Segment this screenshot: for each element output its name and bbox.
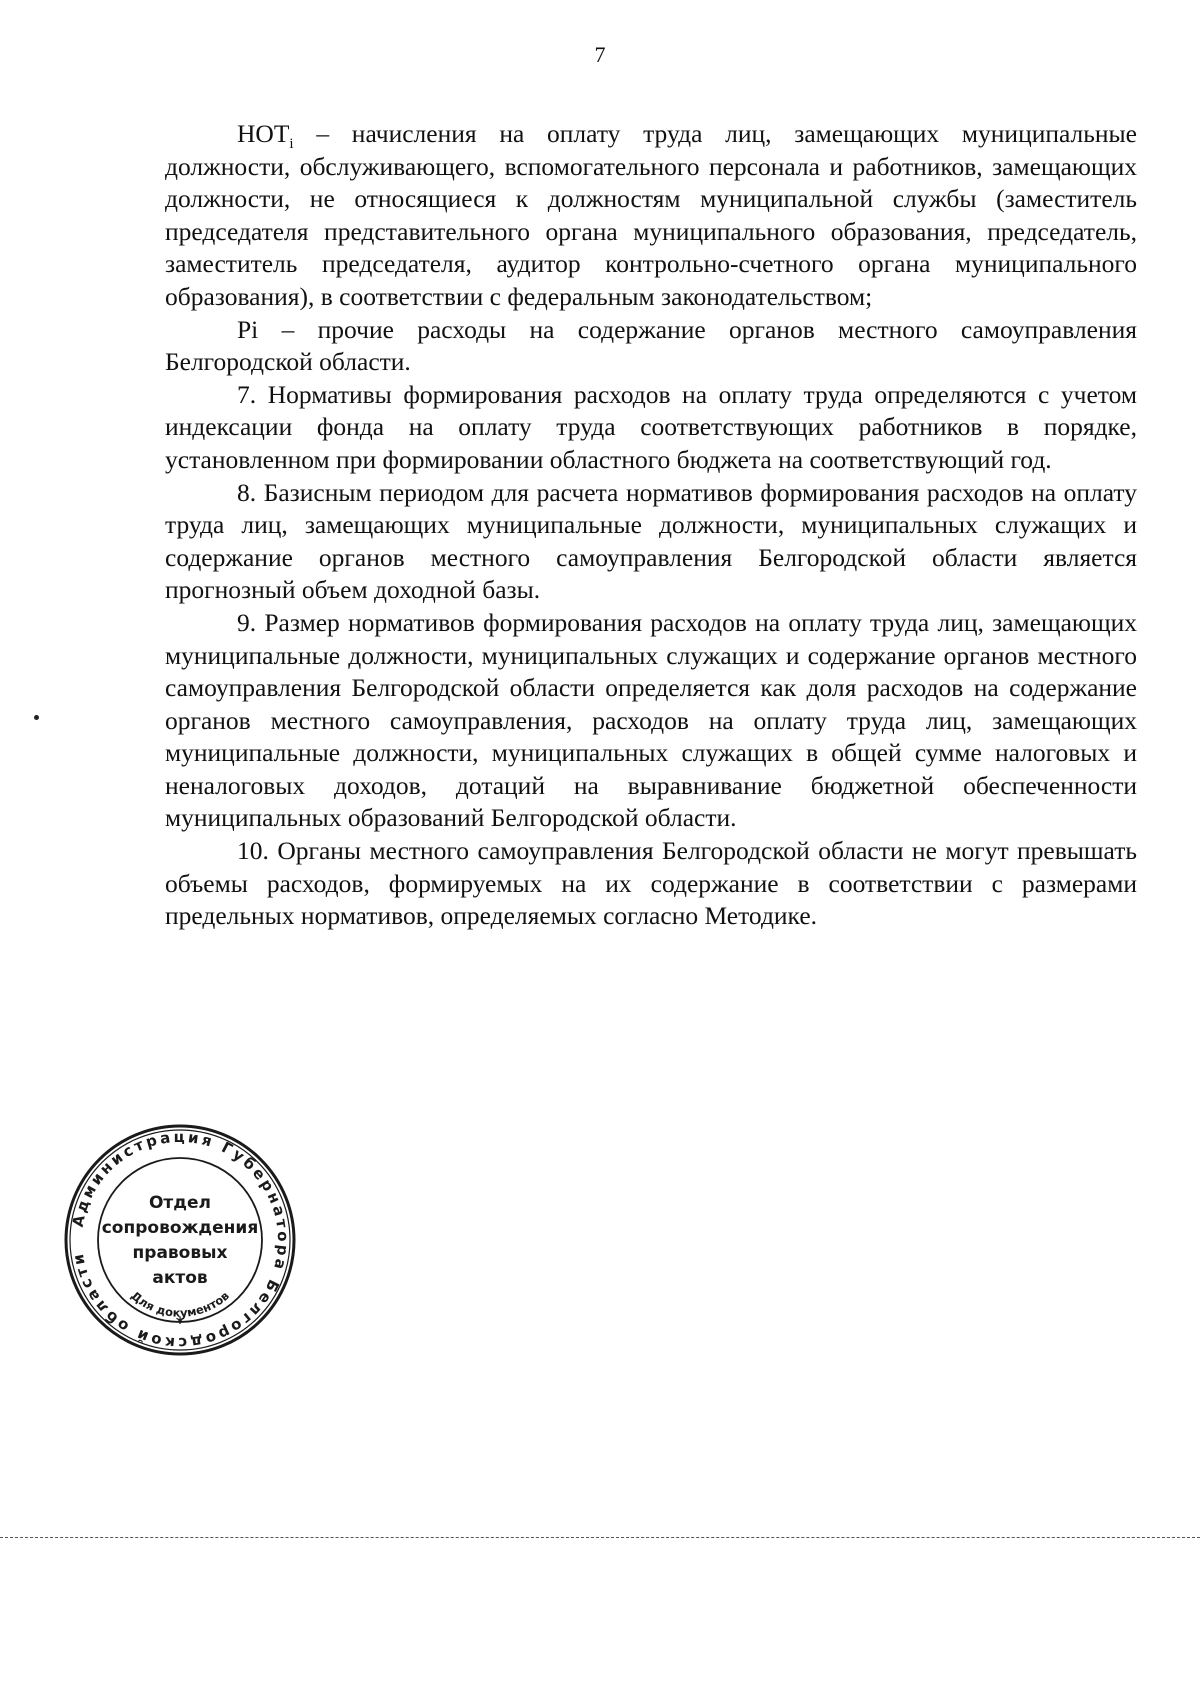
stamp-line-1: Отдел [148,1193,212,1213]
paragraph-item-9: 9. Размер нормативов формирования расходов на оплату труда лиц, замещающих муниципальные должности, муниципальных служащих и содержание органов местного самоуправления Белгородской области определяется как доля расходов на содержание органов местного самоуправления, расходов на оплату труда лиц, замещающих муниципальные должности, муниципальных служащих в общей сумме налоговых и неналоговых доходов, дотаций на выравнивание бюджетной обеспеченности муниципальных образований Белгородской области. [165,607,1137,833]
not-symbol: НОТ [237,119,290,148]
paragraph-not-definition [165,118,1137,314]
scan-speck [34,715,39,720]
footer-dashed-rule [0,1537,1200,1538]
document-body [165,118,1137,933]
stamp-inner-ring [98,1158,262,1322]
paragraph-pi-definition: Pi – прочие расходы на содержание органов местного самоуправления Белгородской области. [165,314,1137,377]
not-definition-text: – начисления на оплату труда лиц, замещающих муниципальные должности, обслуживающего, вспомогательного персонала и работников, замещающих должности, не относящиеся к должностям муниципальной службы (заместитель председателя представительного органа муниципального образования, председатель, заместитель председателя, аудитор контрольно-счетного органа муниципального образования), в соответствии с федеральным законодательством; [165,119,1137,311]
stamp-line-2: сопровождения [101,1218,259,1238]
page-number: 7 [594,42,606,67]
stamp-inner-textpath: Для документов [128,1288,232,1320]
paragraph-item-10: 10. Органы местного самоуправления Белгородской области не могут превышать объемы расходов, формируемых на их содержание в соответствии с размерами предельных нормативов, определяемых согласно Методике. [165,836,1137,931]
stamp-star: * [175,1313,185,1332]
stamp-ring-textpath: Администрация Губернатора Белгородской области [68,1127,293,1353]
stamp-line-3: правовых [132,1243,228,1263]
stamp-line-4: актов [152,1268,208,1288]
not-subscript: i [289,136,294,153]
paragraph-item-8: 8. Базисным периодом для расчета нормативов формирования расходов на оплату труда лиц, замещающих муниципальные должности, муниципальных служащих и содержание органов местного самоуправления Белгородской области является прогнозный объем доходной базы. [165,477,1137,605]
paragraph-item-7: 7. Нормативы формирования расходов на оплату труда определяются с учетом индексации фонда на оплату труда соответствующих работников в порядке, установленном при формировании областного бюджета на соответствующий год. [165,379,1137,474]
official-stamp [62,1122,298,1358]
